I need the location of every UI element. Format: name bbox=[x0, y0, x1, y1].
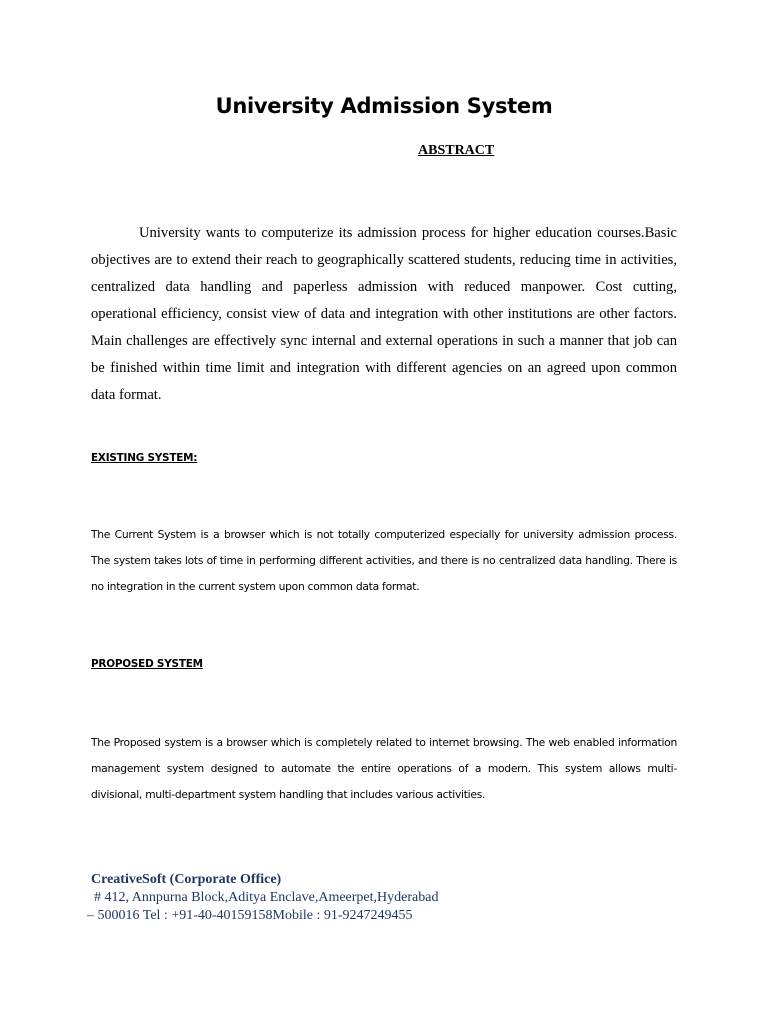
proposed-system-paragraph: The Proposed system is a browser which is completely related to internet browsing. The web enabled information management system designed to automate the entire operations of a modern. This system allows multi-divisional, multi-department system handling that includes various activities. bbox=[91, 736, 677, 801]
existing-system-paragraph: The Current System is a browser which is not totally computerized especially for university admission process. The system takes lots of time in performing different activities, and there is no centralized data handling. There is no integration in the current system upon common data format. bbox=[91, 528, 677, 593]
footer-contact bbox=[87, 871, 439, 925]
existing-system-heading: EXISTING SYSTEM: bbox=[91, 452, 198, 464]
page-title: University Admission System bbox=[215, 94, 553, 118]
footer-address-line2: – 500016 Tel : +91-40-40159158Mobile : 91-9247249455 bbox=[87, 908, 413, 923]
footer-company-name: CreativeSoft (Corporate Office) bbox=[91, 872, 282, 887]
abstract-paragraph: University wants to computerize its admission process for higher education courses.Basic objectives are to extend their reach to geographically scattered students, reducing time in activities, centralized data handling and paperless admission with reduced manpower. Cost cutting, operational efficiency, consist view of data and integration with other institutions are other factors. Main challenges are effectively sync internal and external operations in such a manner that job can be finished within time limit and integration with different agencies on an agreed upon common data format. bbox=[91, 225, 677, 403]
proposed-system-heading: PROPOSED SYSTEM bbox=[91, 658, 203, 670]
footer-address-line1: # 412, Annpurna Block,Aditya Enclave,Ameerpet,Hyderabad bbox=[94, 890, 439, 905]
abstract-heading: ABSTRACT bbox=[418, 143, 495, 158]
